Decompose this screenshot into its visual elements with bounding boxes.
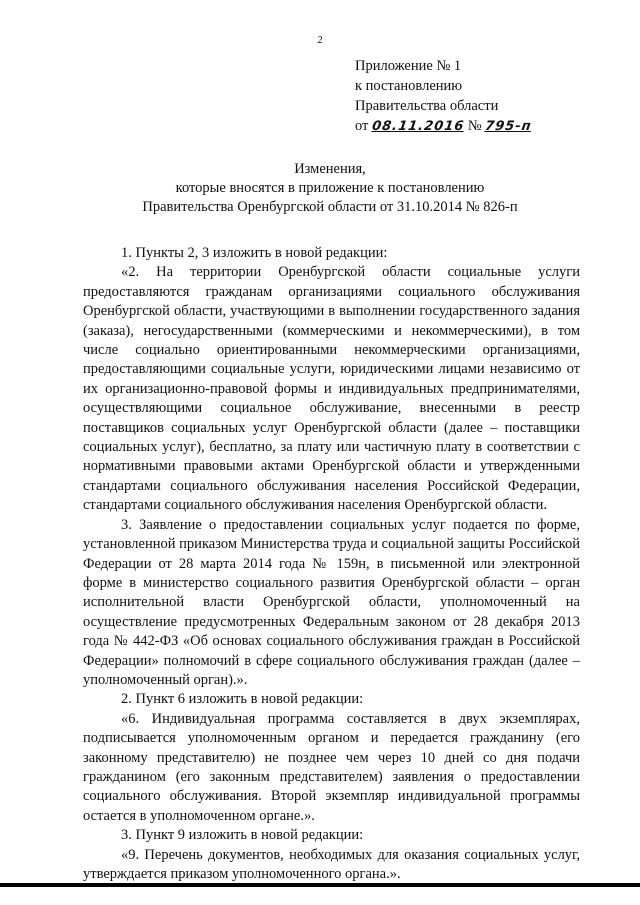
paragraph-item-2: 2. Пункт 6 изложить в новой редакции: [121, 691, 364, 708]
paragraph-clause-6: «6. Индивидуальная программа составляется в двух экземплярах, подписывается уполномоченным органом и передается гражданину (его законному представителю) не позднее чем через 10 дней со дня подачи гражданином (его законным представителем) заявления о предоставлении социального обслуживания. Второй экземпляр индивидуальной программы остается в уполномоченном органе.». [83, 710, 580, 824]
handwritten-number: 795-п [484, 119, 534, 134]
paragraph-item-1: 1. Пункты 2, 3 изложить в новой редакции: [121, 245, 388, 261]
paragraph-item-3: 3. Пункт 9 изложить в новой редакции: [121, 827, 364, 844]
appendix-date-line [355, 116, 532, 137]
appendix-line-1: Приложение № 1 [355, 58, 462, 74]
date-prefix: от [355, 118, 369, 134]
handwritten-date: 08.11.2016 [371, 119, 466, 134]
number-prefix: № [467, 118, 482, 134]
paragraph-clause-3: 3. Заявление о предоставлении социальных услуг подается по форме, установленной приказом Министерства труда и социальной защиты Российской Федерации от 28 марта 2014 года № 159н, в письменной или электронной форме в министерство социального развития Оренбургской области – орган исполнительной власти Оренбургской области, уполномоченный на осуществление предусмотренных Федеральным законом от 28 декабря 2013 года № 442-ФЗ «Об основах социального обслуживания граждан в Российской Федерации» полномочий в сфере социального обслуживания граждан (далее – уполномоченный орган).». [83, 516, 580, 688]
title-line-3: Правительства Оренбургской области от 31.10.2014 № 826-п [142, 199, 518, 215]
bottom-rule [0, 883, 640, 887]
appendix-header [355, 56, 532, 137]
appendix-line-3: Правительства области [355, 98, 499, 114]
title-line-2: которые вносятся в приложение к постановлению [175, 180, 485, 196]
paragraph-clause-2: «2. На территории Оренбургской области социальные услуги предоставляются гражданам организациями социального обслуживания Оренбургской области, участвующими в выполнении государственного задания (заказа), негосударственными (коммерческими и некоммерческими), в том числе социально ориентированными некоммерческими организациями, предоставляющими социальные услуги, юридическими лицами независимо от их организационно-правовой формы и индивидуальных предпринимателями, осуществляющими социальное обслуживание, внесенными в реестр поставщиков социальных услуг Оренбургской области (далее – поставщики социальных услуг), бесплатно, за плату или частичную плату в соответствии с нормативными правовыми актами Оренбургской области и утвержденными стандартами социального обслуживания населения Российской Федерации, стандартами социального обслуживания населения Оренбургской области. [83, 264, 580, 514]
document-body [83, 244, 580, 884]
appendix-line-2: к постановлению [355, 78, 463, 94]
page-number: 2 [317, 34, 323, 46]
title-line-1: Изменения, [294, 161, 366, 177]
paragraph-clause-9: «9. Перечень документов, необходимых для оказания социальных услуг, утверждается приказом уполномоченного органа.». [83, 846, 580, 882]
document-title [80, 160, 580, 217]
